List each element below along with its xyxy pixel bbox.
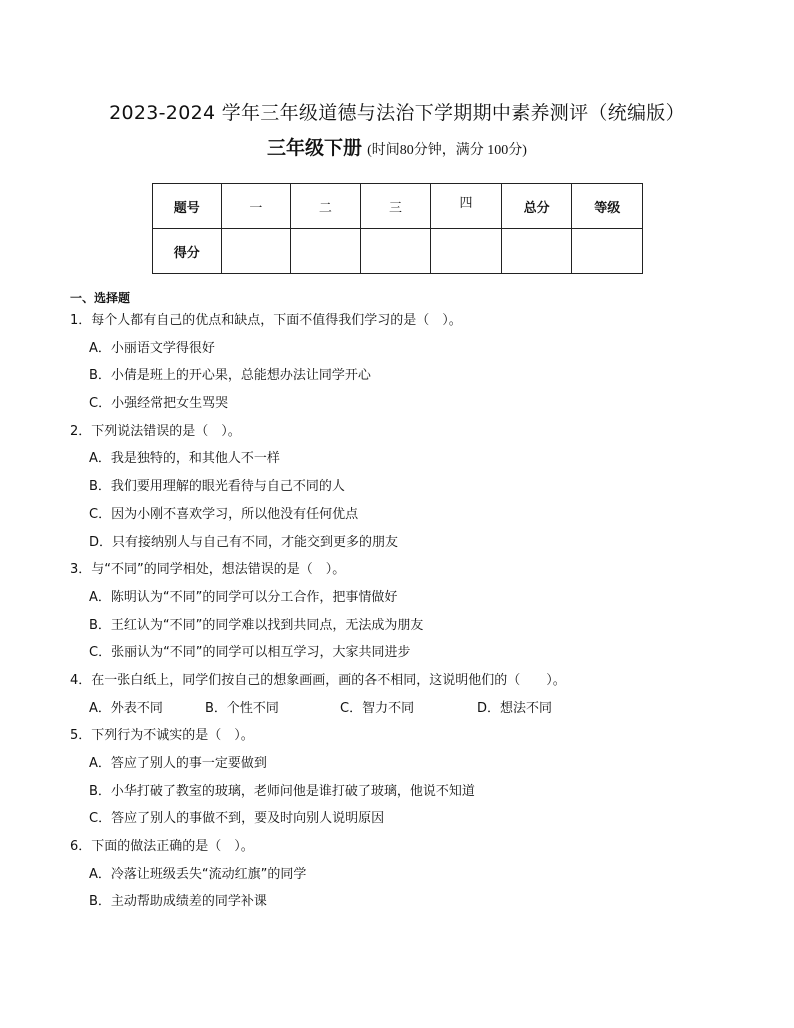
score-cell[interactable] [291, 229, 361, 274]
option: D．想法不同 [477, 700, 553, 716]
score-cell[interactable] [221, 229, 291, 274]
option: D．只有接纳别人与自己有不同，才能交到更多的朋友 [89, 534, 399, 550]
exam-title: 2023-2024 学年三年级道德与法治下学期期中素养测评（统编版） [109, 102, 685, 124]
option: B．主动帮助成绩差的同学补课 [89, 894, 267, 910]
option: B．小倩是班上的开心果，总能想办法让同学开心 [89, 368, 371, 384]
option: A．答应了别人的事一定要做到 [89, 756, 267, 771]
time-score-note: (时间80分钟，满分 100分) [367, 143, 527, 158]
option: C．张丽认为“不同”的同学可以相互学习，大家共同进步 [89, 645, 411, 661]
question-5: 5．下列行为不诚实的是（ ）。 [70, 728, 254, 744]
option: C．智力不同 [340, 700, 415, 716]
score-cell[interactable] [572, 229, 643, 274]
option: C．小强经常把女生骂哭 [89, 396, 229, 412]
questions-area [70, 289, 730, 916]
option: B．我们要用理解的眼光看待与自己不同的人 [89, 479, 345, 495]
header-cell: 三 [360, 184, 431, 229]
option: B．小华打破了教室的玻璃，老师问他是谁打破了玻璃，他说不知道 [89, 783, 475, 799]
option: C．答应了别人的事做不到，要及时向别人说明原因 [89, 811, 385, 827]
option: C．因为小刚不喜欢学习，所以他没有任何优点 [89, 506, 359, 522]
score-table-header-row [153, 184, 643, 229]
score-cell[interactable] [501, 229, 572, 274]
option: A．小丽语文学得很好 [89, 340, 215, 356]
header-cell: 题号 [153, 184, 222, 229]
score-cell[interactable] [431, 229, 502, 274]
option-row [70, 695, 730, 723]
score-cell[interactable] [360, 229, 431, 274]
exam-subtitle [0, 133, 794, 160]
section-title: 一、选择题 [70, 291, 131, 305]
option: B．王红认为“不同”的同学难以找到共同点，无法成为朋友 [89, 617, 424, 633]
header-cell: 一 [221, 184, 291, 229]
score-table-score-row [153, 229, 643, 274]
question-4: 4．在一张白纸上，同学们按自己的想象画画，画的各不相同，这说明他们的（ ）。 [70, 672, 566, 688]
header-cell: 等级 [572, 184, 643, 229]
question-1: 1．每个人都有自己的优点和缺点，下面不值得我们学习的是（ ）。 [70, 313, 462, 328]
question-6: 6．下面的做法正确的是（ ）。 [70, 839, 254, 855]
option: A．我是独特的，和其他人不一样 [89, 451, 280, 467]
header-cell: 总分 [501, 184, 572, 229]
header-cell: 二 [291, 184, 361, 229]
header-cell: 四 [431, 184, 502, 229]
score-row-label: 得分 [153, 229, 222, 274]
option: A．陈明认为“不同”的同学可以分工合作，把事情做好 [89, 589, 398, 605]
question-3: 3．与“不同”的同学相处，想法错误的是（ ）。 [70, 562, 346, 578]
option: A．冷落让班级丢失“流动红旗”的同学 [89, 866, 307, 882]
option: A．外表不同 [89, 700, 163, 716]
question-2: 2．下列说法错误的是（ ）。 [70, 423, 241, 439]
option: B．个性不同 [205, 700, 279, 716]
grade-label: 三年级下册 [267, 137, 363, 159]
score-table [152, 183, 643, 274]
